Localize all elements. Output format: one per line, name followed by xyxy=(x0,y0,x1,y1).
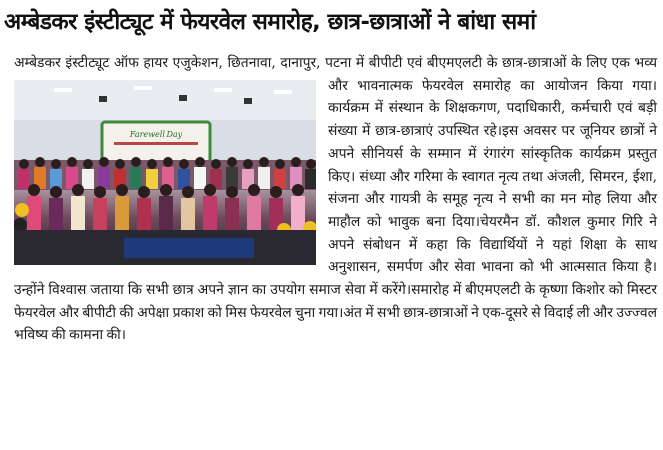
farewell-group-photo xyxy=(14,80,316,265)
article-intro: अम्बेडकर इंस्टीट्यूट ऑफ हायर एजुकेशन, छितनावा, दानापुर, पटना में बीपीटी एवं बीएमएलटी के छात्र-छात्राओं के लिए एक भव्य और भावनात्मक फेयरवेल समारोह का आयोजन किया गया। xyxy=(14,55,657,94)
article-main-text: कार्यक्रम में संस्थान के शिक्षकगण, पदाधिकारी, कर्मचारी एवं बड़ी संख्या में छात्र-छात्राएं उपस्थित रहे।इस अवसर पर जूनियर छात्रों ने अपने सीनियर्स के सम्मान में रंगारंग सांस्कृतिक कार्यक्रम प्रस्तुत किए। संध्या और गरिमा के स्वागत नृत्य तथा अंजली, सिमरन, ईशा, संजना और गायत्री के समूह नृत्य ने सभी का मन मोह लिया और माहौल को भावुक बना दिया।चेयरमैन डॉ. कौशल कुमार गिरि ने अपने संबोधन में कहा कि विद्यार्थियों ने यहां शिक्षा के साथ अनुशासन, समर्पण और सेवा भावना को भी आत्मसात किया है। उन्होंने विश्वास जताया कि सभी छात्र अपने ज्ञान का उपयोग समाज सेवा में करेंगे।समारोह में बीएमएलटी के कृष्णा किशोर को मिस्टर फेयरवेल और बीपीटी की अपेक्षा प्रकाश को मिस फेयरवेल चुना गया।अंत में सभी छात्र-छात्राओं ने एक-दूसरे से विदाई ली और उज्ज्वल भविष्य की कामना की। xyxy=(14,100,657,344)
group-photo-illustration xyxy=(14,80,316,265)
article-body xyxy=(14,52,657,347)
backdrop-banner-text: Farewell Day xyxy=(129,129,183,139)
headline: अम्बेडकर इंस्टीट्यूट में फेयरवेल समारोह, छात्र-छात्राओं ने बांधा समां xyxy=(4,9,536,35)
